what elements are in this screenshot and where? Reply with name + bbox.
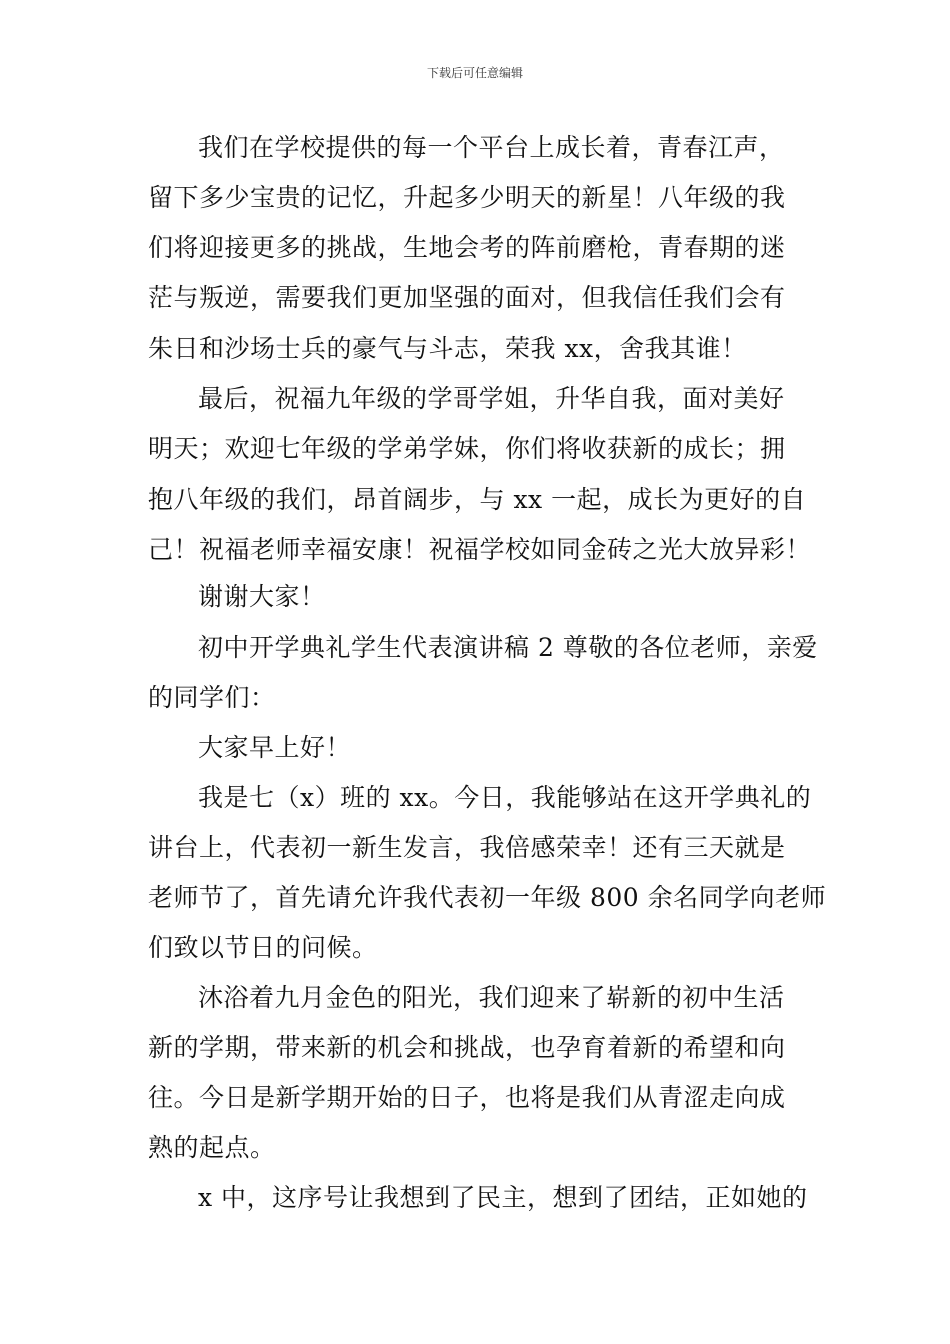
text-line: 抱八年级的我们，昂首阔步，与 xx 一起，成长为更好的自 (148, 485, 807, 514)
text-line: 老师节了，首先请允许我代表初一年级 800 余名同学向老师 (148, 883, 827, 912)
text-line: 我是七（x）班的 xx。今日，我能够站在这开学典礼的 (198, 783, 812, 812)
text-line: 明天；欢迎七年级的学弟学妹，你们将收获新的成长；拥 (148, 434, 786, 463)
text-line: 往。今日是新学期开始的日子，也将是我们从青涩走向成 (148, 1083, 786, 1112)
text-line: 最后，祝福九年级的学哥学姐，升华自我，面对美好 (198, 384, 785, 413)
text-line: 朱日和沙场士兵的豪气与斗志，荣我 xx，舍我其谁！ (148, 334, 747, 363)
text-line: 们将迎接更多的挑战，生地会考的阵前磨枪，青春期的迷 (148, 233, 786, 262)
text-line: 讲台上，代表初一新生发言，我倍感荣幸！还有三天就是 (148, 833, 786, 862)
text-line: 谢谢大家！ (198, 582, 326, 611)
text-line: x 中，这序号让我想到了民主，想到了团结，正如她的 (198, 1183, 808, 1212)
text-line: 留下多少宝贵的记忆，升起多少明天的新星！八年级的我 (148, 183, 786, 212)
text-line: 熟的起点。 (148, 1133, 276, 1162)
text-line: 初中开学典礼学生代表演讲稿 2 尊敬的各位老师，亲爱 (198, 633, 818, 662)
text-line: 我们在学校提供的每一个平台上成长着，青春江声， (198, 133, 785, 162)
text-line: 茫与叛逆，需要我们更加坚强的面对，但我信任我们会有 (148, 283, 786, 312)
text-line: 己！祝福老师幸福安康！祝福学校如同金砖之光大放异彩！ (148, 535, 812, 564)
text-line: 的同学们： (148, 683, 276, 712)
text-line: 沐浴着九月金色的阳光，我们迎来了崭新的初中生活 (198, 983, 785, 1012)
text-line: 新的学期，带来新的机会和挑战，也孕育着新的希望和向 (148, 1033, 786, 1062)
page-header: 下载后可任意编辑 (426, 66, 523, 80)
text-line: 们致以节日的问候。 (148, 933, 378, 962)
text-line: 大家早上好！ (198, 733, 352, 762)
